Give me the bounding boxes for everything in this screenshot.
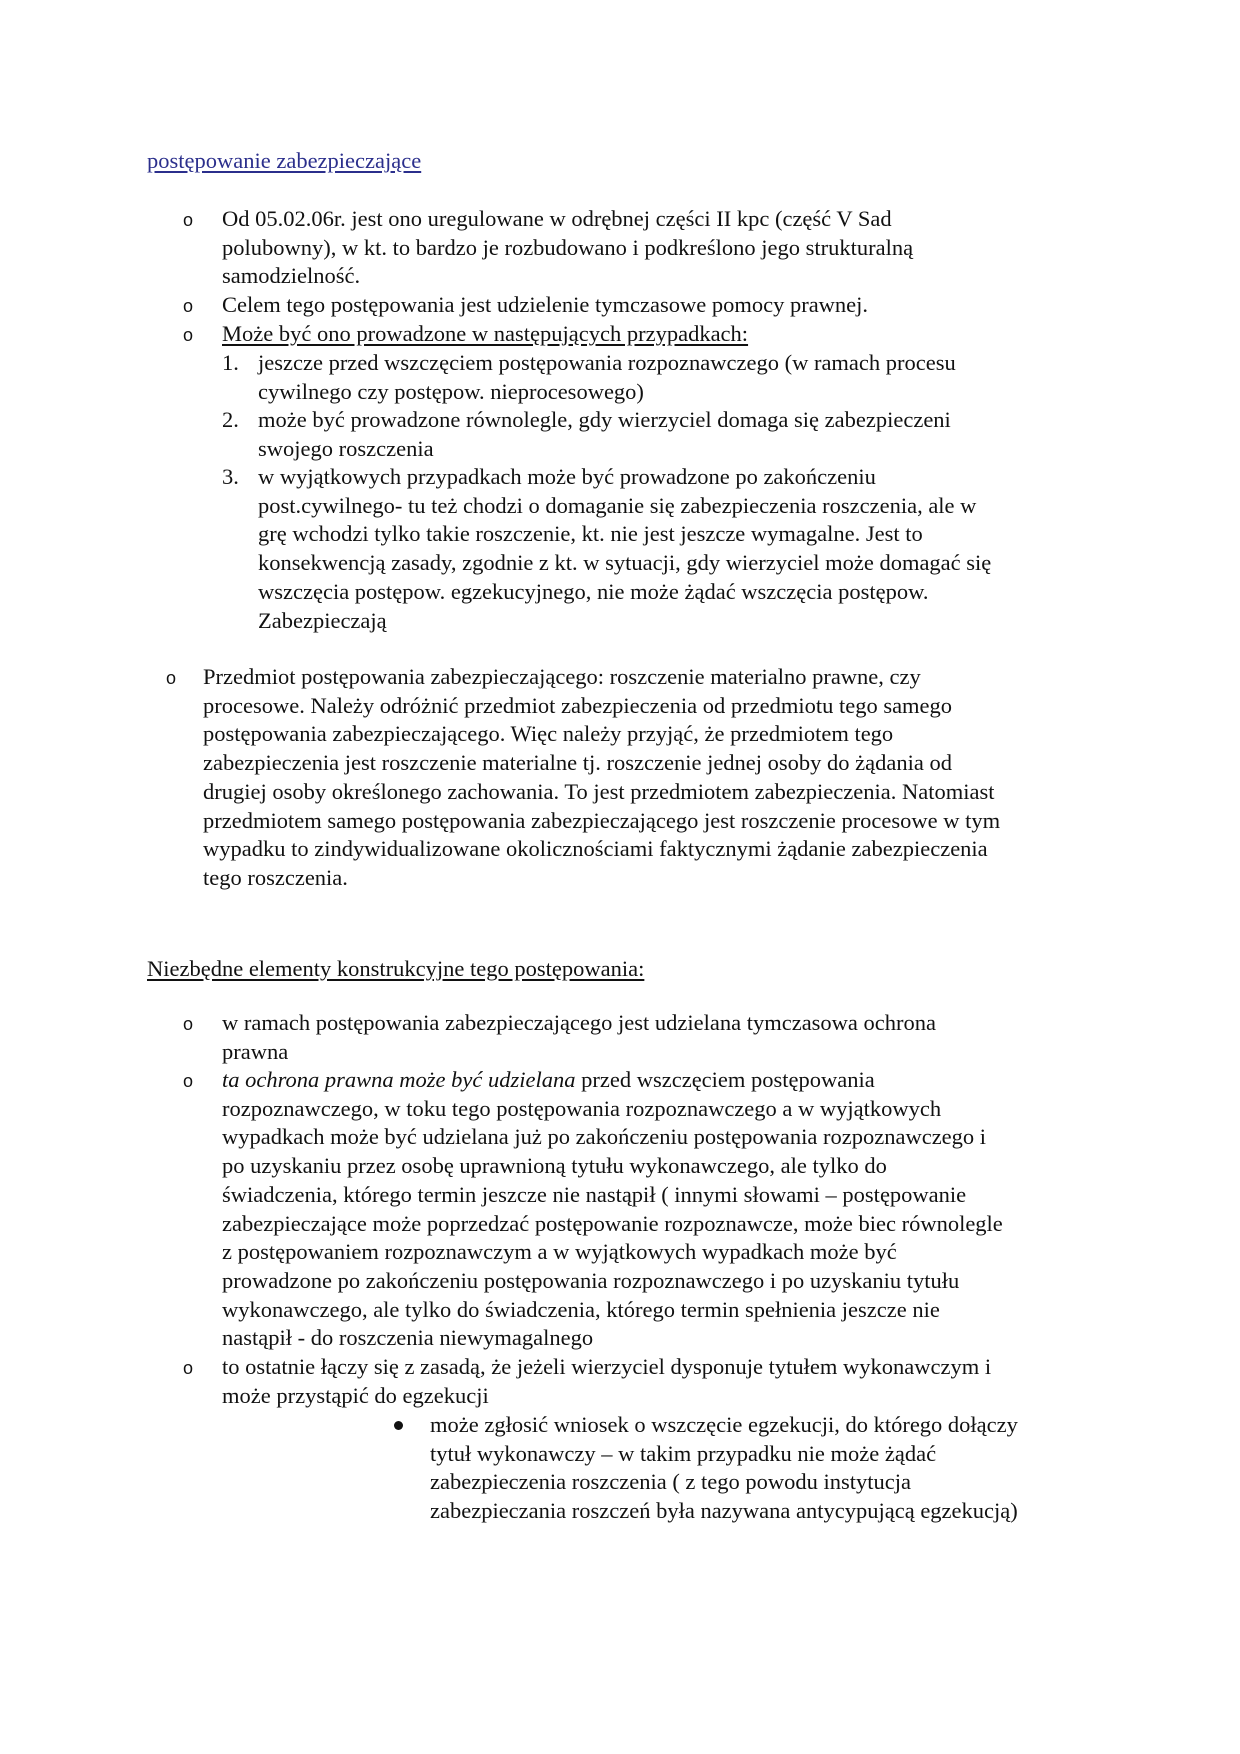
item-number: 3. [222,464,239,489]
hollow-bullet-icon: o [183,210,194,230]
list-item-text: Od 05.02.06r. jest ono uregulowane w odrębnej części II kpc (część V Sad polubowny), w kt. to bardzo je rozbudowano i podkreślono jego strukturalną samodzielność. [222,206,914,289]
numbered-item-text: w wyjątkowych przypadkach może być prowadzone po zakończeniu post.cywilnego- tu też chodzi o domaganie się zabezpieczenia roszczenia, ale w grę wchodzi tylko takie roszczenie, kt. nie jest jeszcze wymagalne. Jest to konsekwencją zasady, zgodnie z kt. w sytuacji, gdy wierzyciel może domagać się wszczęcia postępow. egzekucyjnego, nie może żądać wszczęcia postępow. Zabezpieczają [258,464,992,633]
list-item-text: Przedmiot postępowania zabezpieczającego: roszczenie materialno prawne, czy procesowe. Należy odróżnić przedmiot zabezpieczenia od przedmiotu tego samego postępowania zabezpieczającego. Więc należy przyjąć, że przedmiotem tego zabezpieczenia jest roszczenie materialne tj. roszczenie jednej osoby do żądania od drugiej osoby określonego zachowania. To jest przedmiotem zabezpieczenia. Natomiast przedmiotem samego postępowania zabezpieczającego jest roszczenie procesowe w tym wypadku to zindywidualizowane okolicznościami faktycznymi żądanie zabezpieczenia tego roszczenia. [203,664,1001,890]
numbered-item-text: jeszcze przed wszczęciem postępowania rozpoznawczego (w ramach procesu cywilnego czy postępow. nieprocesowego) [258,350,956,404]
italic-emphasis: ta ochrona prawna może być udzielana [222,1067,576,1092]
hollow-bullet-icon: o [183,1014,194,1034]
hollow-bullet-icon: o [166,668,177,688]
section-heading: Niezbędne elementy konstrukcyjne tego postępowania: [147,956,645,981]
filled-bullet-icon [394,1421,403,1430]
list-item-text: to ostatnie łączy się z zasadą, że jeżeli wierzyciel dysponuje tytułem wykonawczym i może przystąpić do egzekucji [222,1354,992,1408]
hollow-bullet-icon: o [183,1358,194,1378]
list-item-text: w ramach postępowania zabezpieczającego jest udzielana tymczasowa ochrona prawna [222,1010,937,1064]
item-number: 2. [222,407,239,432]
item-number: 1. [222,350,239,375]
list-item-heading: Może być ono prowadzone w następujących przypadkach: [222,321,749,346]
list-item-text: Celem tego postępowania jest udzielenie tymczasowe pomocy prawnej. [222,292,869,317]
list-item-text: ta ochrona prawna może być udzielana przed wszczęciem postępowania rozpoznawczego, w toku tego postępowania rozpoznawczego a w wyjątkowych wypadkach może być udzielana już po zakończeniu postępowania rozpoznawczego i po uzyskaniu przez osobę uprawnioną tytułu wykonawczego, ale tylko do świadczenia, którego termin jeszcze nie nastąpił ( innymi słowami – postępowanie zabezpieczające może poprzedzać postępowanie rozpoznawcze, może biec równolegle z postępowaniem rozpoznawczym a w wyjątkowych wypadkach może być prowadzone po zakończeniu postępowania rozpoznawczego i po uzyskaniu tytułu wykonawczego, ale tylko do świadczenia, którego termin spełnienia jeszcze nie nastąpił - do roszczenia niewymagalnego [222,1067,1003,1351]
hollow-bullet-icon: o [183,1071,194,1091]
hollow-bullet-icon: o [183,325,194,345]
hollow-bullet-icon: o [183,296,194,316]
sub-list-item-text: może zgłosić wniosek o wszczęcie egzekucji, do którego dołączy tytuł wykonawczy – w takim przypadku nie może żądać zabezpieczenia roszczenia ( z tego powodu instytucja zabezpieczania roszczeń była nazywana antycypującą egzekucją) [430,1412,1018,1524]
document-title-link[interactable]: postępowanie zabezpieczające [147,148,422,173]
numbered-item-text: może być prowadzone równolegle, gdy wierzyciel domaga się zabezpieczeni swojego roszczenia [258,407,951,461]
